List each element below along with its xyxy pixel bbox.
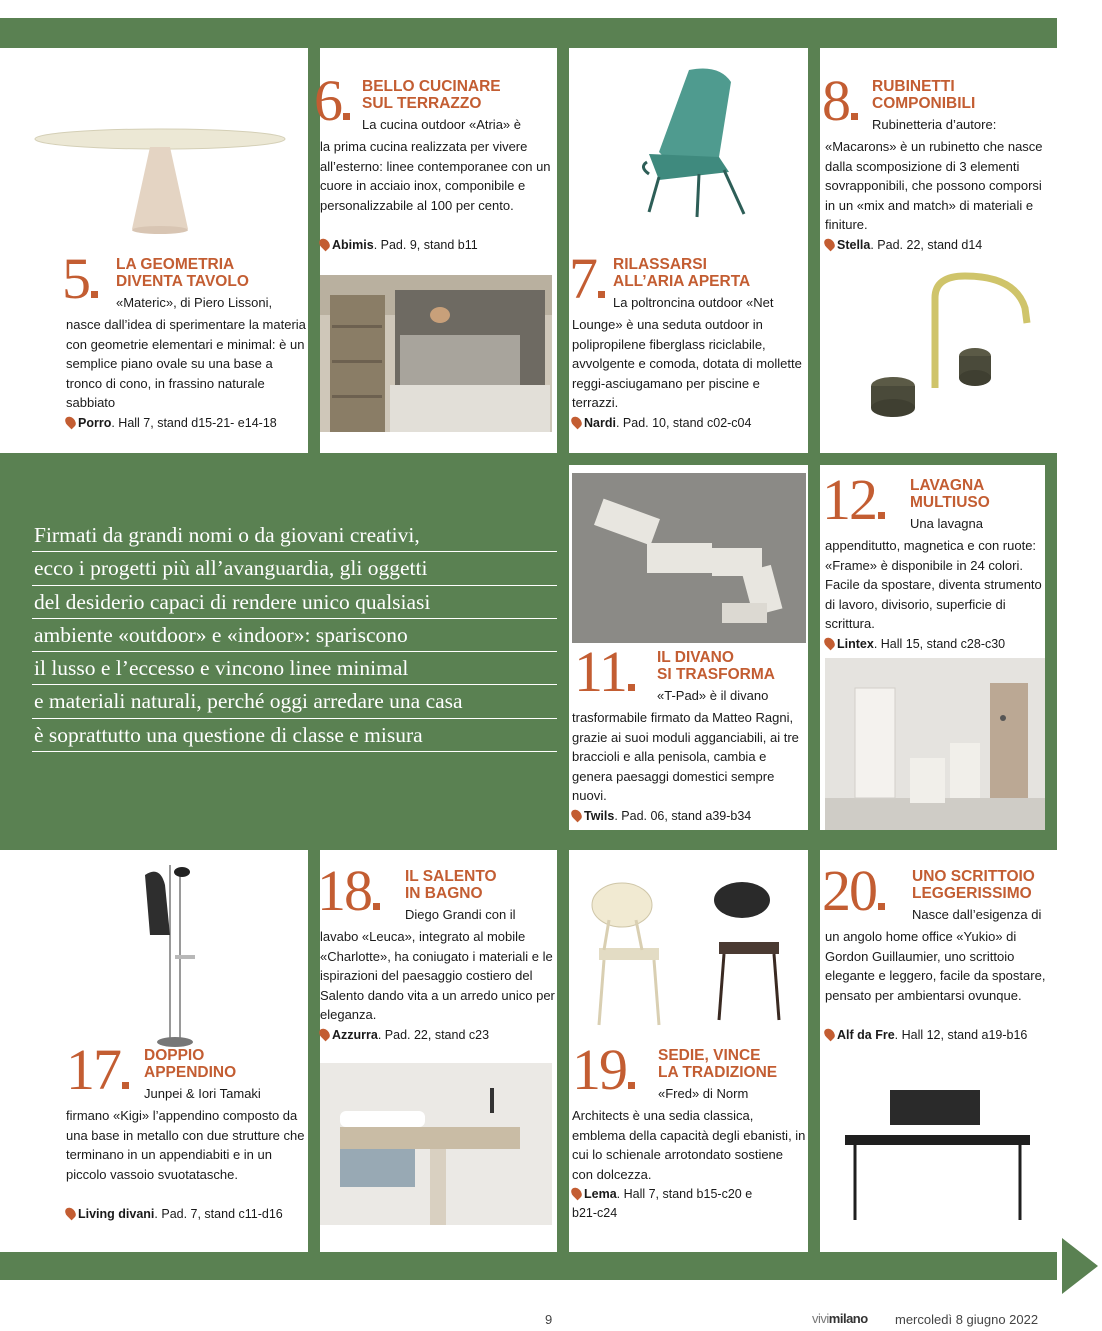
brand-name: Azzurra — [332, 1028, 378, 1042]
item-title-line: LEGGERISSIMO — [912, 885, 1032, 902]
brand-name: Abimis — [332, 238, 374, 252]
item-12 — [820, 465, 1045, 830]
top-band — [0, 18, 1057, 48]
item-number: 17 — [66, 1037, 120, 1102]
coat-stand-image — [120, 860, 240, 1050]
brand-name: Twils — [584, 809, 615, 823]
item-lead: La poltroncina outdoor «Net — [613, 295, 774, 310]
stand-info: . Hall 15, stand c28-c30 — [873, 637, 1006, 651]
location-pin-icon — [569, 808, 584, 823]
item-location — [825, 635, 1045, 654]
item-lead: Una lavagna — [910, 516, 983, 531]
stand-info: . Pad. 9, stand b11 — [373, 238, 478, 252]
item-location — [572, 1185, 772, 1223]
item-body: firmano «Kigi» l’appendino composto da una base in metallo con due strutture che terminano in un appendiabiti e in un piccolo vassoio svuotatasche. — [66, 1108, 305, 1182]
location-pin-icon — [317, 1027, 332, 1042]
brand-name: Living divani — [78, 1207, 155, 1221]
item-title-line: APPENDINO — [144, 1064, 237, 1081]
item-19 — [569, 850, 808, 1252]
item-11 — [569, 465, 808, 830]
item-number: 20 — [822, 858, 876, 923]
location-pin-icon — [822, 237, 837, 252]
armchair-image — [619, 62, 759, 232]
publication-logo — [812, 1311, 868, 1326]
item-number: 19 — [572, 1037, 626, 1102]
stand-info: . Pad. 22, stand c23 — [377, 1028, 490, 1042]
logo-part: vivi — [812, 1311, 829, 1326]
item-location — [320, 1026, 557, 1045]
stand-info: . Hall 7, stand b15-c20 e b21-c24 — [572, 1187, 753, 1220]
item-body: un angolo home office «Yukio» di Gordon Guillaumier, uno scrittoio elegante e leggero, facile da spostare, pensato per ambientarsi ovunque. — [825, 929, 1046, 1003]
item-17 — [0, 850, 308, 1252]
item-lead: Junpei & Iori Tamaki — [144, 1086, 261, 1101]
intro-line: ecco i progetti più all’avanguardia, gli oggetti — [32, 552, 557, 585]
item-6 — [314, 48, 557, 453]
stand-info: . Hall 12, stand a19-b16 — [894, 1028, 1028, 1042]
item-lead: Rubinetteria d’autore: — [872, 117, 997, 132]
item-number: 8 — [822, 68, 849, 133]
item-body: la prima cucina realizzata per vivere all’esterno: linee contemporanee con un cuore in acciaio inox, componibile e personalizzabile al 100 per cento. — [320, 139, 551, 213]
item-title-line: DOPPIO — [144, 1047, 205, 1064]
next-page-arrow-icon — [1062, 1238, 1098, 1294]
item-number: 6 — [314, 68, 341, 133]
item-number: 11 — [574, 639, 626, 704]
location-pin-icon — [317, 237, 332, 252]
item-title-line: IL SALENTO — [405, 868, 497, 885]
washbasin-image — [320, 1063, 552, 1225]
item-location — [825, 236, 1055, 255]
item-lead: La cucina outdoor «Atria» è — [362, 117, 521, 132]
item-body: Architects è una sedia classica, emblema della capacità degli ebanisti, in cui lo schienale arrotondato sostiene con dolcezza. — [572, 1108, 806, 1182]
intro-text — [32, 519, 557, 752]
brand-name: Nardi — [584, 416, 616, 430]
item-title-line: DIVENTA TAVOLO — [116, 273, 249, 290]
item-number: 12 — [822, 467, 876, 532]
item-lead: «Fred» di Norm — [658, 1086, 749, 1101]
item-title-line: SI TRASFORMA — [657, 666, 775, 683]
item-title-line: LA TRADIZIONE — [658, 1064, 778, 1081]
item-lead: «Materic», di Piero Lissoni, — [116, 295, 273, 310]
issue-date: mercoledì 8 giugno 2022 — [895, 1312, 1039, 1327]
stand-info: . Pad. 10, stand c02-c04 — [615, 416, 752, 430]
item-18 — [317, 850, 557, 1252]
item-lead: Diego Grandi con il — [405, 907, 516, 922]
outdoor-kitchen-image — [320, 275, 552, 432]
location-pin-icon — [63, 1206, 78, 1221]
item-title-line: IN BAGNO — [405, 885, 483, 902]
item-title-line: SUL TERRAZZO — [362, 95, 482, 112]
stand-info: . Hall 7, stand d15-21- e14-18 — [111, 416, 277, 430]
intro-line: del desiderio capaci di rendere unico qualsiasi — [32, 586, 557, 619]
item-body: nasce dall’idea di sperimentare la materia con geometrie elementari e minimal: è un semplice piano ovale su una base a tronco di cono, in frassino naturale sabbiato — [66, 317, 306, 411]
item-location — [66, 1205, 306, 1224]
item-number: 7 — [569, 246, 596, 311]
stand-info: . Pad. 06, stand a39-b34 — [614, 809, 752, 823]
item-title-line: BELLO CUCINARE — [362, 78, 501, 95]
item-title-line: RILASSARSI — [613, 256, 707, 273]
brand-name: Lintex — [837, 637, 874, 651]
intro-line: Firmati da grandi nomi o da giovani creativi, — [32, 519, 557, 552]
desk-image — [830, 1075, 1050, 1225]
item-lead: Nasce dall’esigenza di — [912, 907, 1042, 922]
stand-info: . Pad. 22, stand d14 — [870, 238, 983, 252]
stand-info: . Pad. 7, stand c11-d16 — [154, 1207, 283, 1221]
faucet-image — [855, 268, 1055, 428]
brand-name: Lema — [584, 1187, 617, 1201]
item-body: trasformabile firmato da Matteo Ragni, grazie ai suoi moduli agganciabili, ai tre braccioli e alla penisola, cambia e genera paesaggi domestici sempre nuovi. — [572, 710, 799, 804]
chairs-image — [574, 860, 804, 1030]
bottom-band — [0, 1252, 1057, 1280]
location-pin-icon — [822, 636, 837, 651]
intro-line: è soprattutto una questione di classe e misura — [32, 719, 557, 752]
location-pin-icon — [63, 415, 78, 430]
item-location — [66, 414, 306, 433]
item-location — [320, 236, 555, 255]
item-body: Lounge» è una seduta outdoor in polipropilene fiberglass riciclabile, avvolgente e comoda, dotata di mollette reggi-asciugamano per piscine e terrazzi. — [572, 317, 802, 411]
brand-name: Stella — [837, 238, 871, 252]
item-number: 18 — [317, 858, 371, 923]
item-title-line: IL DIVANO — [657, 649, 734, 666]
item-location — [572, 414, 807, 433]
item-lead: «T-Pad» è il divano — [657, 688, 769, 703]
item-title-line: SEDIE, VINCE — [658, 1047, 761, 1064]
item-title-line: COMPONIBILI — [872, 95, 976, 112]
brand-name: Porro — [78, 416, 112, 430]
item-body: lavabo «Leuca», integrato al mobile «Charlotte», ha coniugato i materiali e le ispirazioni del paesaggio costiero del Salento dando vita a un arredo unico per eleganza. — [320, 929, 555, 1023]
item-title-line: LA GEOMETRIA — [116, 256, 235, 273]
item-title-line: RUBINETTI — [872, 78, 955, 95]
item-5 — [0, 48, 308, 453]
table-image — [30, 103, 330, 253]
location-pin-icon — [822, 1027, 837, 1042]
item-location — [572, 807, 807, 826]
intro-line: ambiente «outdoor» e «indoor»: spariscono — [32, 619, 557, 652]
item-title-line: ALL’ARIA APERTA — [613, 273, 751, 290]
item-8 — [820, 48, 1057, 453]
logo-part: milano — [828, 1311, 868, 1326]
item-title-line: UNO SCRITTOIO — [912, 868, 1035, 885]
item-7 — [569, 48, 808, 453]
intro-line: e materiali naturali, perché oggi arredare una casa — [32, 685, 557, 718]
blackboard-image — [825, 658, 1045, 830]
item-title-line: MULTIUSO — [910, 494, 990, 511]
page-number: 9 — [545, 1312, 553, 1327]
item-body: «Macarons» è un rubinetto che nasce dalla scomposizione di 3 elementi sovrapponibili, che possono comporsi in un «mix and match» di materiali e finiture. — [825, 139, 1043, 233]
item-body: appenditutto, magnetica e con ruote: «Frame» è disponibile in 24 colori. Facile da spostare, diventa strumento di lavoro, divisorio, superficie di scrittura. — [825, 538, 1042, 632]
sofa-image — [572, 473, 806, 643]
location-pin-icon — [569, 1186, 584, 1201]
location-pin-icon — [569, 415, 584, 430]
item-location — [825, 1026, 1057, 1045]
item-title-line: LAVAGNA — [910, 477, 985, 494]
item-number: 5 — [62, 246, 89, 311]
item-20 — [820, 850, 1057, 1252]
intro-line: il lusso e l’eccesso e vincono linee minimal — [32, 652, 557, 685]
brand-name: Alf da Fre — [837, 1028, 895, 1042]
